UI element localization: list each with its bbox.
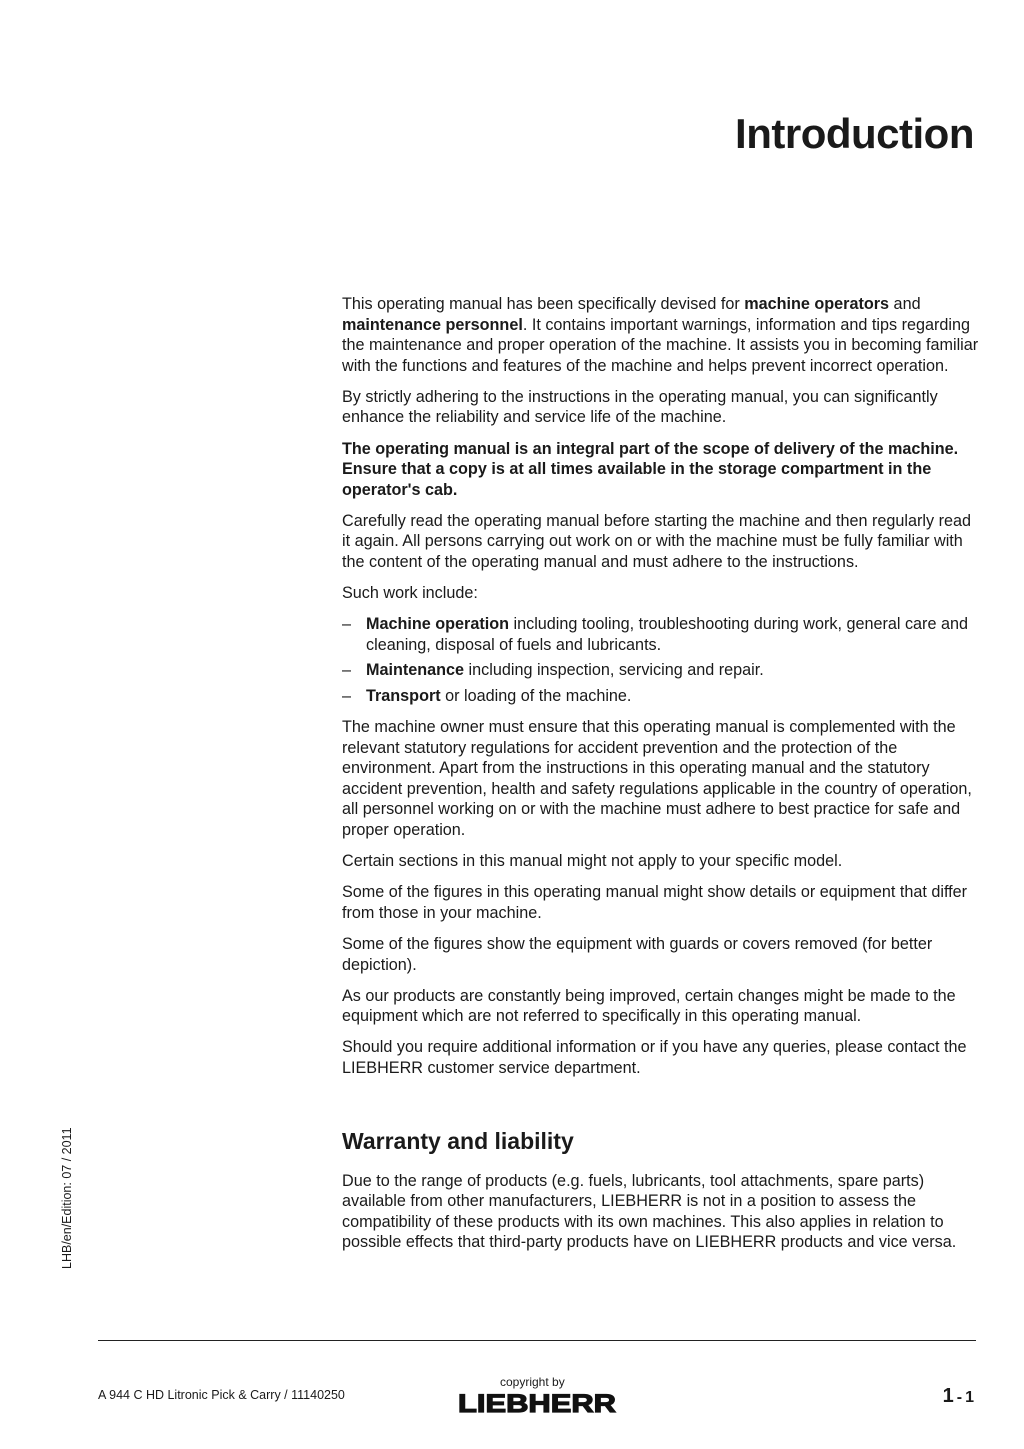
intro-paragraph-1 [342, 294, 982, 376]
main-content [342, 294, 982, 1263]
intro-paragraph-11: Should you require additional information or if you have any queries, please contact the LIEBHERR customer service department. [342, 1038, 967, 1077]
intro-p1-bold-maintenance: maintenance personnel [342, 315, 523, 334]
intro-paragraph-2: By strictly adhering to the instructions in the operating manual, you can significantly enhance the reliability and service life of the machine. [342, 387, 938, 427]
list-item-bold: Transport [366, 687, 441, 705]
list-item-bold: Maintenance [366, 661, 465, 680]
list-item [342, 686, 982, 707]
intro-p1-text-a: This operating manual has been specifically devised for [342, 295, 745, 313]
warranty-heading: Warranty and liability [342, 1127, 574, 1154]
intro-paragraph-5: Such work include: [342, 584, 478, 603]
list-dash: – [342, 687, 352, 705]
footer-copyright: copyright by [500, 1375, 565, 1389]
intro-paragraph-10: As our products are constantly being improved, certain changes might be made to the equipment which are not referred to specifically in this operating manual. [342, 986, 956, 1026]
intro-p1-text-c: and [889, 295, 921, 313]
liebherr-logo-text: LIEBHERR [458, 1392, 616, 1416]
intro-p1-text-d: . It contains important warnings, information and tips regarding the maintenance and proper operation of the machine. It assists you in becoming familiar with the functions and features of the machine and helps prevent incorrect operation. [342, 315, 979, 375]
edition-label: LHB/en/Edition: 07 / 2011 [60, 1127, 74, 1269]
page-number [943, 1385, 974, 1408]
intro-p3-bold-text: The operating manual is an integral part of the scope of delivery of the machine. Ensure that a copy is at all times available in the storage compartment in the operator's cab. [342, 439, 959, 499]
list-item [342, 660, 982, 681]
warranty-paragraph-1: Due to the range of products (e.g. fuels, lubricants, tool attachments, spare parts) available from other manufacturers, LIEBHERR is not in a position to assess the compatibility of these products with its own machines. This also applies in relation to possible effects that third-party products have on LIEBHERR products and vice versa. [342, 1171, 957, 1252]
footer-divider [98, 1340, 976, 1341]
list-item [342, 614, 982, 655]
page-chapter: 1 [942, 1385, 954, 1407]
intro-paragraph-7: Certain sections in this manual might not apply to your specific model. [342, 852, 843, 871]
liebherr-logo [457, 1392, 617, 1416]
intro-p1-bold-operators: machine operators [744, 295, 890, 313]
intro-paragraph-6: The machine owner must ensure that this operating manual is complemented with the relevant statutory regulations for accident prevention and the protection of the environment. Apart from the instructions in this operating manual and the statutory accident prevention, health and safety regulations applicable in the country of operation, all personnel working on or with the machine must adhere to best practice for safe and proper operation. [342, 718, 972, 840]
list-item-text: including inspection, servicing and repair. [464, 661, 764, 680]
list-item-bold: Machine operation [366, 615, 510, 634]
list-dash: – [342, 661, 352, 680]
intro-paragraph-4: Carefully read the operating manual before starting the machine and then regularly read it again. All persons carrying out work on or with the machine must be fully familiar with the content of the operating manual and must adhere to the instructions. [342, 511, 971, 572]
intro-paragraph-9: Some of the figures show the equipment with guards or covers removed (for better depiction). [342, 934, 933, 974]
page-separator: - [956, 1389, 963, 1406]
list-dash: – [342, 615, 352, 634]
page-title: Introduction [735, 110, 974, 157]
page-subnumber: 1 [965, 1389, 974, 1406]
list-item-text: including tooling, troubleshooting during work, general care and cleaning, disposal of fuels and lubricants. [366, 615, 968, 654]
work-list [342, 614, 982, 706]
footer-model-id: A 944 C HD Litronic Pick & Carry / 11140250 [98, 1388, 345, 1402]
list-item-text: or loading of the machine. [440, 687, 632, 705]
intro-paragraph-8: Some of the figures in this operating manual might show details or equipment that differ from those in your machine. [342, 883, 968, 922]
intro-paragraph-3-bold [342, 439, 982, 501]
